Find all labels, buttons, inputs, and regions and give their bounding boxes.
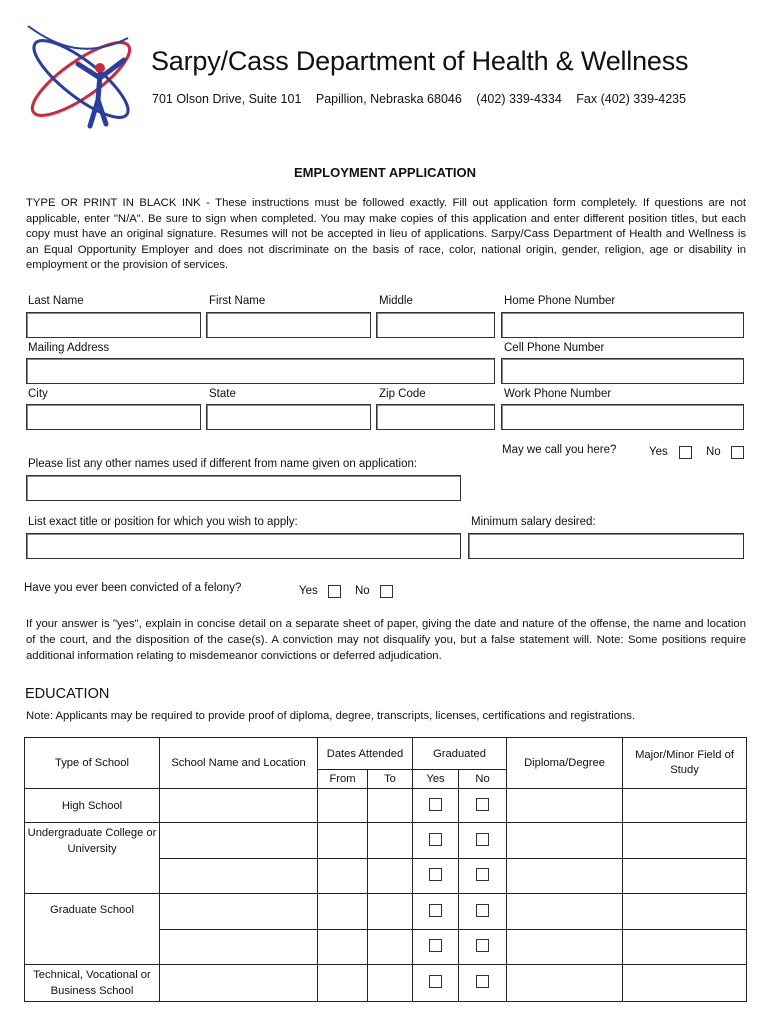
diploma-cell[interactable] bbox=[507, 930, 623, 965]
diploma-cell[interactable] bbox=[507, 965, 623, 1002]
work-phone-input[interactable] bbox=[501, 404, 744, 430]
column-to: To bbox=[368, 770, 413, 789]
felony-no-label: No bbox=[355, 585, 370, 597]
column-type-of-school: Type of School bbox=[25, 738, 160, 789]
cell-phone-label: Cell Phone Number bbox=[504, 342, 605, 354]
column-graduated-no: No bbox=[459, 770, 507, 789]
to-cell[interactable] bbox=[368, 859, 413, 894]
education-table bbox=[24, 737, 747, 1002]
position-title-input[interactable] bbox=[26, 533, 461, 559]
education-note: Note: Applicants may be required to provide proof of diploma, degree, transcripts, licenses, certifications and registrations. bbox=[26, 710, 636, 722]
address-street: 701 Olson Drive, Suite 101 bbox=[152, 92, 302, 106]
zip-code-label: Zip Code bbox=[379, 388, 426, 400]
graduated-no-checkbox[interactable] bbox=[476, 939, 489, 952]
diploma-cell[interactable] bbox=[507, 789, 623, 823]
address-city: Papillion, Nebraska 68046 bbox=[315, 92, 462, 106]
from-cell[interactable] bbox=[318, 930, 368, 965]
logo-swoosh bbox=[28, 26, 128, 49]
city-label: City bbox=[28, 388, 48, 400]
column-school-name-location: School Name and Location bbox=[160, 738, 318, 789]
to-cell[interactable] bbox=[368, 965, 413, 1002]
middle-name-input[interactable] bbox=[376, 312, 495, 338]
last-name-label: Last Name bbox=[28, 295, 84, 307]
felony-yes-label: Yes bbox=[299, 585, 318, 597]
organization-address bbox=[152, 92, 686, 106]
work-phone-label: Work Phone Number bbox=[504, 388, 612, 400]
major-cell[interactable] bbox=[623, 789, 747, 823]
column-graduated: Graduated bbox=[413, 738, 507, 770]
other-names-label: Please list any other names used if different from name given on application: bbox=[28, 458, 418, 470]
row-label-graduate-school: Graduate School bbox=[25, 894, 160, 965]
from-cell[interactable] bbox=[318, 789, 368, 823]
graduated-yes-checkbox[interactable] bbox=[429, 904, 442, 917]
education-heading: EDUCATION bbox=[25, 686, 110, 702]
fax-number: Fax (402) 339-4235 bbox=[576, 92, 687, 106]
mailing-address-input[interactable] bbox=[26, 358, 495, 384]
graduated-yes-checkbox[interactable] bbox=[429, 939, 442, 952]
first-name-input[interactable] bbox=[206, 312, 371, 338]
school-name-cell[interactable] bbox=[160, 789, 318, 823]
column-from: From bbox=[318, 770, 368, 789]
felony-no-checkbox[interactable] bbox=[380, 585, 393, 598]
call-here-yes-label: Yes bbox=[649, 446, 668, 458]
last-name-input[interactable] bbox=[26, 312, 201, 338]
call-here-no-label: No bbox=[706, 446, 721, 458]
major-cell[interactable] bbox=[623, 894, 747, 930]
table-row bbox=[25, 789, 747, 823]
state-label: State bbox=[209, 388, 236, 400]
column-dates-attended: Dates Attended bbox=[318, 738, 413, 770]
graduated-no-checkbox[interactable] bbox=[476, 904, 489, 917]
graduated-yes-checkbox[interactable] bbox=[429, 868, 442, 881]
mailing-address-label: Mailing Address bbox=[28, 342, 110, 354]
major-cell[interactable] bbox=[623, 823, 747, 859]
graduated-yes-checkbox[interactable] bbox=[429, 975, 442, 988]
graduated-yes-checkbox[interactable] bbox=[429, 798, 442, 811]
other-names-input[interactable] bbox=[26, 475, 461, 501]
minimum-salary-label: Minimum salary desired: bbox=[471, 516, 596, 528]
instructions-text: TYPE OR PRINT IN BLACK INK - These instructions must be followed exactly. Fill out application form completely. If questions are not applicable, enter "N/A". Be sure to sign when completed. You may make copies of this application and enter different position titles, but each copy must have an original signature. Resumes will not be accepted in lieu of applications. Sarpy/Cass Department of Health and Wellness is an Equal Opportunity Employer and does not discriminate on the basis of race, color, national origin, gender, religion, age or disability in employment or the provision of services. bbox=[26, 197, 746, 272]
school-name-cell[interactable] bbox=[160, 930, 318, 965]
school-name-cell[interactable] bbox=[160, 859, 318, 894]
city-input[interactable] bbox=[26, 404, 201, 430]
call-here-label: May we call you here? bbox=[502, 444, 617, 456]
diploma-cell[interactable] bbox=[507, 859, 623, 894]
middle-name-label: Middle bbox=[379, 295, 413, 307]
column-major-minor: Major/Minor Field of Study bbox=[623, 738, 747, 789]
row-label-undergraduate: Undergraduate College or University bbox=[25, 823, 160, 894]
to-cell[interactable] bbox=[368, 789, 413, 823]
zip-code-input[interactable] bbox=[376, 404, 495, 430]
cell-phone-input[interactable] bbox=[501, 358, 744, 384]
to-cell[interactable] bbox=[368, 930, 413, 965]
school-name-cell[interactable] bbox=[160, 894, 318, 930]
table-row bbox=[25, 823, 747, 859]
graduated-no-checkbox[interactable] bbox=[476, 833, 489, 846]
organization-logo bbox=[18, 18, 144, 140]
major-cell[interactable] bbox=[623, 930, 747, 965]
felony-explanation-text: If your answer is "yes", explain in concise detail on a separate sheet of paper, giving the date and nature of the offense, the name and location of the court, and the disposition of the case(s). A conviction may not disqualify you, but a false statement will. Note: Some positions require additional information relating to misdemeanor convictions or deferred adjudication. bbox=[26, 618, 746, 662]
table-row bbox=[25, 965, 747, 1002]
call-here-no-checkbox[interactable] bbox=[731, 446, 744, 459]
column-graduated-yes: Yes bbox=[413, 770, 459, 789]
home-phone-label: Home Phone Number bbox=[504, 295, 616, 307]
to-cell[interactable] bbox=[368, 894, 413, 930]
logo-orbit-blue bbox=[24, 29, 138, 129]
diploma-cell[interactable] bbox=[507, 894, 623, 930]
to-cell[interactable] bbox=[368, 823, 413, 859]
graduated-no-checkbox[interactable] bbox=[476, 798, 489, 811]
from-cell[interactable] bbox=[318, 859, 368, 894]
row-label-high-school: High School bbox=[25, 789, 160, 823]
state-input[interactable] bbox=[206, 404, 371, 430]
school-name-cell[interactable] bbox=[160, 965, 318, 1002]
organization-name: Sarpy/Cass Department of Health & Wellness bbox=[151, 46, 689, 76]
major-cell[interactable] bbox=[623, 965, 747, 1002]
first-name-label: First Name bbox=[209, 295, 266, 307]
school-name-cell[interactable] bbox=[160, 823, 318, 859]
from-cell[interactable] bbox=[318, 894, 368, 930]
felony-question-label: Have you ever been convicted of a felony? bbox=[24, 582, 242, 594]
graduated-no-checkbox[interactable] bbox=[476, 868, 489, 881]
minimum-salary-input[interactable] bbox=[468, 533, 744, 559]
call-here-yes-checkbox[interactable] bbox=[679, 446, 692, 459]
form-title: EMPLOYMENT APPLICATION bbox=[294, 165, 476, 180]
diploma-cell[interactable] bbox=[507, 823, 623, 859]
position-title-label: List exact title or position for which you wish to apply: bbox=[28, 516, 298, 528]
table-row bbox=[25, 894, 747, 930]
graduated-yes-checkbox[interactable] bbox=[429, 833, 442, 846]
major-cell[interactable] bbox=[623, 859, 747, 894]
graduated-no-checkbox[interactable] bbox=[476, 975, 489, 988]
felony-yes-checkbox[interactable] bbox=[328, 585, 341, 598]
logo-orbit-red bbox=[23, 31, 139, 127]
row-label-technical-school: Technical, Vocational or Business School bbox=[25, 965, 160, 1002]
from-cell[interactable] bbox=[318, 965, 368, 1002]
column-diploma-degree: Diploma/Degree bbox=[507, 738, 623, 789]
home-phone-input[interactable] bbox=[501, 312, 744, 338]
phone-number: (402) 339-4334 bbox=[476, 92, 562, 106]
from-cell[interactable] bbox=[318, 823, 368, 859]
